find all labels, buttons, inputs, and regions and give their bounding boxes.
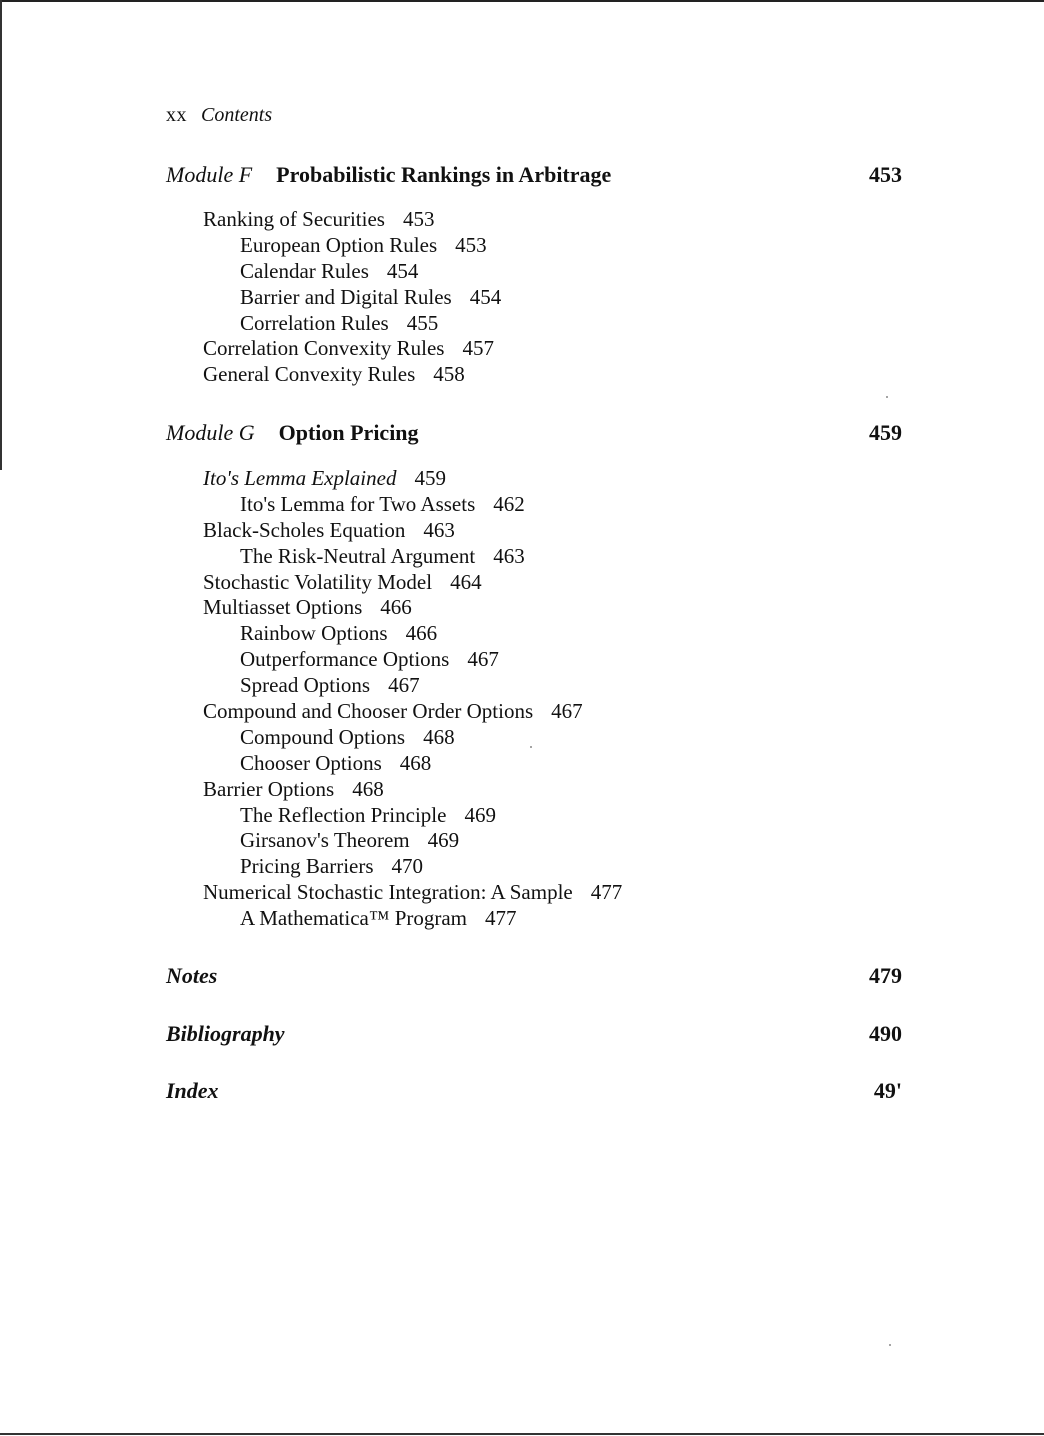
toc-entry <box>203 544 622 570</box>
toc-entry <box>203 595 622 621</box>
section-title: Bibliography <box>166 1021 285 1046</box>
toc-entry <box>203 311 501 337</box>
toc-entry <box>203 803 622 829</box>
toc-entry <box>203 777 622 803</box>
entry-title: Barrier and Digital Rules <box>240 284 452 309</box>
module-f-entries <box>203 207 501 388</box>
scan-border-bottom <box>0 1433 1044 1435</box>
entry-title: Calendar Rules <box>240 258 369 283</box>
entry-title: Stochastic Volatility Model <box>203 569 433 594</box>
entry-title: Compound Options <box>240 724 406 749</box>
toc-entry <box>203 466 622 492</box>
entry-page: 463 <box>493 543 525 568</box>
toc-entry <box>203 699 622 725</box>
toc-entry <box>203 906 622 932</box>
entry-page: 466 <box>380 595 412 620</box>
entry-page: 455 <box>406 310 439 335</box>
toc-entry <box>203 854 622 880</box>
entry-page: 467 <box>467 647 499 672</box>
toc-entry <box>203 285 501 311</box>
entry-title: General Convexity Rules <box>203 362 416 387</box>
scan-border-top <box>0 0 1044 2</box>
entry-title: Numerical Stochastic Integration: A Sample <box>203 880 573 905</box>
toc-entry <box>203 362 501 388</box>
section-page-number: 49' <box>873 1078 902 1103</box>
toc-entry <box>203 828 622 854</box>
entry-title: Multiasset Options <box>203 595 363 620</box>
page-folio: xx <box>166 104 187 126</box>
entry-title: Spread Options <box>240 673 371 698</box>
entry-page: 468 <box>352 776 384 801</box>
entry-page: 462 <box>493 491 525 516</box>
module-label: Module F <box>166 162 253 187</box>
entry-title: The Reflection Principle <box>240 802 447 827</box>
entry-title: European Option Rules <box>240 232 438 257</box>
entry-title: Pricing Barriers <box>240 854 374 879</box>
entry-page: 459 <box>414 466 446 490</box>
entry-page: 467 <box>388 673 420 698</box>
entry-title: Chooser Options <box>240 750 382 775</box>
entry-title: Girsanov's Theorem <box>240 828 410 853</box>
toc-entry <box>203 259 501 285</box>
toc-entry <box>203 751 622 777</box>
module-g-heading <box>166 419 902 447</box>
entry-title: Outperformance Options <box>240 647 450 672</box>
entry-page: 468 <box>399 750 432 775</box>
entry-page: 454 <box>469 284 502 309</box>
entry-page: 453 <box>402 207 435 231</box>
entry-title: Ito's Lemma for Two Assets <box>240 491 476 516</box>
entry-page: 467 <box>551 699 583 724</box>
entry-page: 477 <box>590 880 623 905</box>
entry-page: 466 <box>405 621 438 646</box>
entry-page: 454 <box>386 258 419 283</box>
toc-entry <box>203 518 622 544</box>
toc-entry <box>203 880 622 906</box>
entry-page: 469 <box>427 828 460 853</box>
section-page-number: 479 <box>869 963 902 988</box>
entry-title: Barrier Options <box>203 776 335 801</box>
entry-title: Ito's Lemma Explained <box>203 466 397 490</box>
toc-entry <box>203 336 501 362</box>
module-title: Probabilistic Rankings in Arbitrage <box>276 162 612 187</box>
entry-page: 468 <box>423 724 455 749</box>
entry-page: 477 <box>485 906 517 931</box>
entry-title: A Mathematica™ Program <box>240 906 468 931</box>
module-page-number: 459 <box>869 420 902 445</box>
entry-title: Ranking of Securities <box>203 207 385 231</box>
module-label: Module G <box>166 420 255 445</box>
entry-page: 469 <box>464 802 496 827</box>
section-page-number: 490 <box>869 1021 902 1046</box>
toc-entry <box>203 233 501 259</box>
toc-entry <box>203 570 622 596</box>
entry-page: 457 <box>462 336 494 361</box>
notes-heading <box>166 962 902 990</box>
entry-page: 453 <box>455 232 487 257</box>
bibliography-heading <box>166 1020 902 1048</box>
toc-entry <box>203 207 501 233</box>
running-head <box>166 103 272 127</box>
toc-entry <box>203 647 622 673</box>
scan-border-left <box>0 0 2 470</box>
speck <box>530 746 532 748</box>
entry-page: 458 <box>433 362 465 387</box>
index-heading <box>166 1077 902 1105</box>
module-page-number: 453 <box>869 162 902 187</box>
entry-title: Rainbow Options <box>240 621 388 646</box>
entry-title: Correlation Rules <box>240 310 389 335</box>
entry-title: The Risk-Neutral Argument <box>240 543 476 568</box>
entry-title: Correlation Convexity Rules <box>203 336 445 361</box>
speck <box>889 1344 891 1346</box>
entry-page: 464 <box>450 569 482 594</box>
toc-entry <box>203 725 622 751</box>
section-title: Notes <box>166 963 218 988</box>
entry-page: 463 <box>423 517 455 542</box>
section-title: Index <box>166 1078 219 1103</box>
running-head-title: Contents <box>201 104 273 126</box>
module-f-heading <box>166 161 902 189</box>
module-g-entries <box>203 466 622 932</box>
entry-title: Compound and Chooser Order Options <box>203 699 534 724</box>
toc-entry <box>203 621 622 647</box>
toc-entry <box>203 492 622 518</box>
speck <box>886 396 888 398</box>
module-title: Option Pricing <box>278 420 419 445</box>
entry-page: 470 <box>391 854 424 879</box>
entry-title: Black-Scholes Equation <box>203 517 406 542</box>
toc-entry <box>203 673 622 699</box>
